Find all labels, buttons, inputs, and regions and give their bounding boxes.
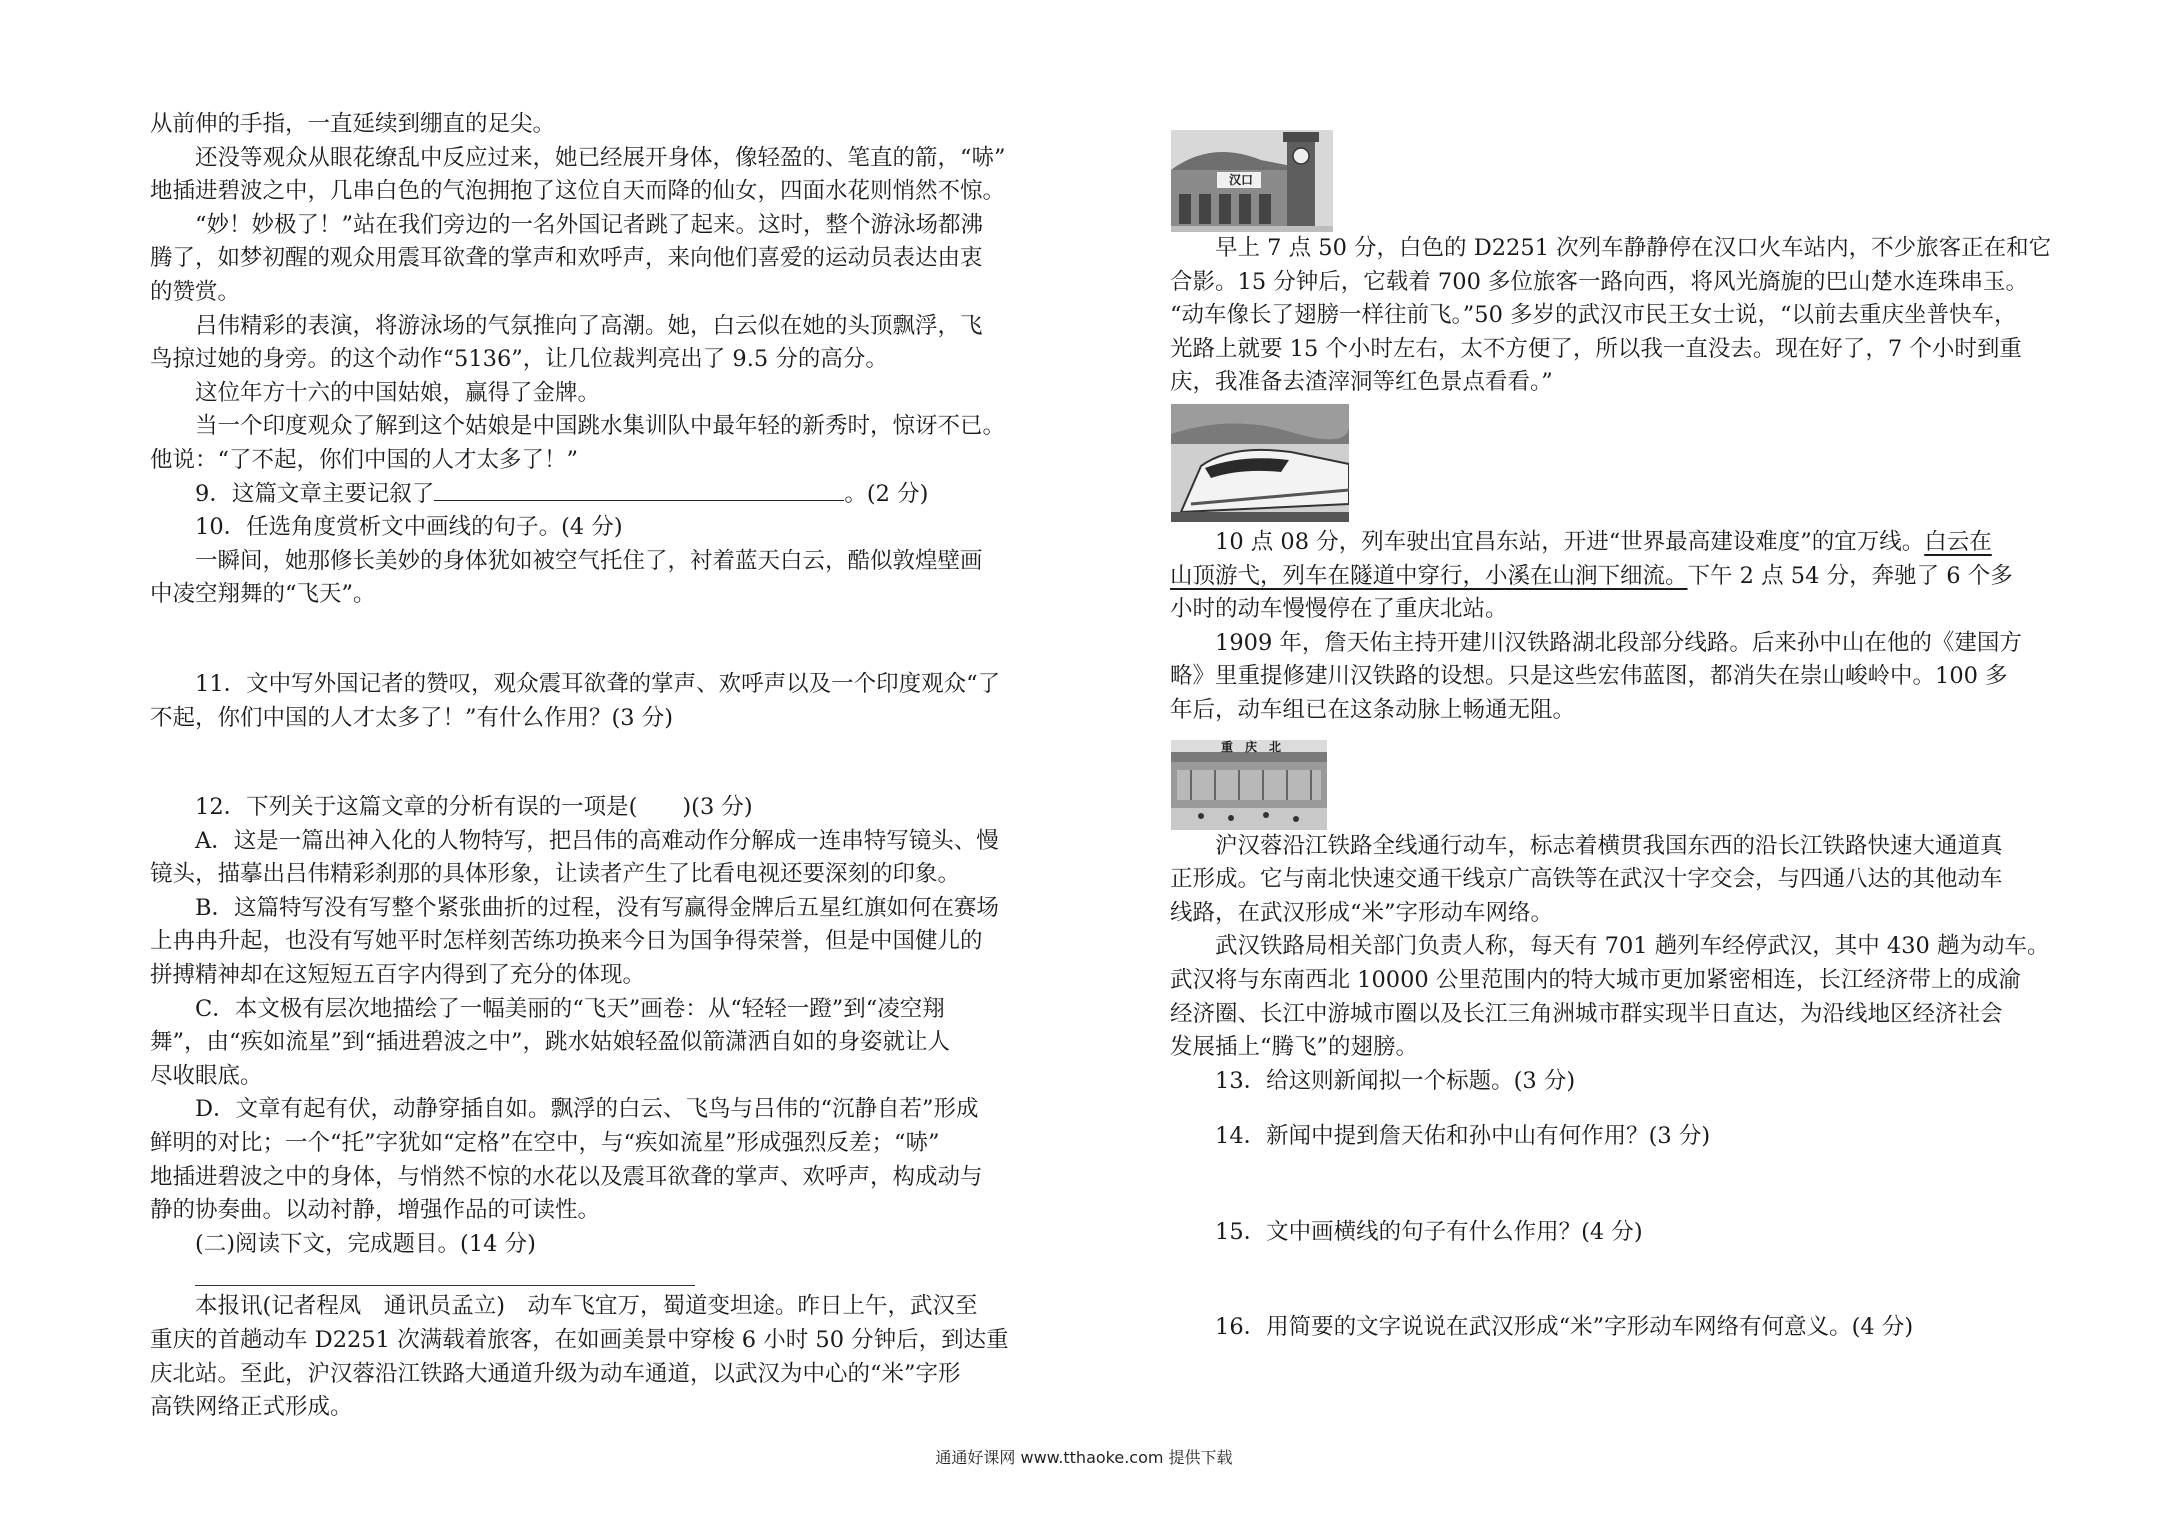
station-sign: 汉口 <box>1228 173 1253 187</box>
text-line: 这位年方十六的中国姑娘，赢得了金牌。 <box>195 379 601 406</box>
question-9-prefix: 9．这篇文章主要记叙了 <box>195 480 435 507</box>
answer-space <box>150 735 1096 791</box>
bullet-train-photo <box>1171 404 1349 522</box>
left-column <box>150 108 1096 1425</box>
news-intro-line: 本报讯(记者程凤 通讯员孟立) 动车飞宜万，蜀道变坦途。昨日上午，武汉至 <box>195 1293 978 1320</box>
question-16: 16．用简要的文字说说在武汉形成“米”字形动车网络有何意义。(4 分) <box>1215 1314 1914 1341</box>
text-line: 武汉铁路局相关部门负责人称，每天有 701 趟列车经停武汉，其中 430 趟为动车。 <box>1215 933 2050 960</box>
question-11: 不起，你们中国的人才太多了！”有什么作用？(3 分) <box>150 704 674 731</box>
text-line: 经济圈、长江中游城市圈以及长江三角洲城市群实现半日直达，为沿线地区经济社会 <box>1170 1000 2003 1027</box>
question-15: 15．文中画横线的句子有什么作用？(4 分) <box>1215 1218 1643 1245</box>
text-line: 庆，我准备去渣滓洞等红色景点看看。” <box>1170 369 1553 396</box>
text-line: 略》里重提修建川汉铁路的设想。只是这些宏伟蓝图，都消失在崇山峻岭中。100 多 <box>1170 663 2008 690</box>
text-line: 1909 年，詹天佑主持开建川汉铁路湖北段部分线路。后来孙中山在他的《建国方 <box>1215 629 2022 656</box>
text-line: “妙！妙极了！”站在我们旁边的一名外国记者跳了起来。这时，整个游泳场都沸 <box>195 211 984 238</box>
option-d: 地插进碧波之中的身体，与悄然不惊的水花以及震耳欲聋的掌声、欢呼声，构成动与 <box>150 1163 983 1190</box>
question-9-suffix: 。(2 分) <box>844 480 929 507</box>
text-line: 吕伟精彩的表演，将游泳场的气氛推向了高潮。她，白云似在她的头顶飘浮，飞 <box>195 312 983 339</box>
quoted-line: 一瞬间，她那修长美妙的身体犹如被空气托住了，衬着蓝天白云，酷似敦煌壁画 <box>195 547 983 574</box>
quoted-line: 中凌空翔舞的“飞天”。 <box>150 581 376 608</box>
option-c: 舞”，由“疾如流星”到“插进碧波之中”，跳水姑娘轻盈似箭潇洒自如的身姿就让人 <box>150 1029 951 1056</box>
text-line: 发展插上“腾飞”的翅膀。 <box>1170 1034 1419 1061</box>
question-14: 14．新闻中提到詹天佑和孙中山有何作用？(3 分) <box>1215 1123 1711 1150</box>
underlined-sentence: 白云在 <box>1924 528 1992 555</box>
text-line <box>1170 526 2056 560</box>
text-line: 腾了，如梦初醒的观众用震耳欲聋的掌声和欢呼声，来向他们喜爱的运动员表达由衷 <box>150 245 983 272</box>
question-11: 11．文中写外国记者的赞叹，观众震耳欲聋的掌声、欢呼声以及一个印度观众“了 <box>195 670 1001 697</box>
para2-text: 下午 2 点 54 分，奔驰了 6 个多 <box>1687 562 2013 589</box>
answer-space <box>1170 1154 2056 1216</box>
option-d: 静的协奏曲。以动衬静，增强作品的可读性。 <box>150 1197 601 1224</box>
text-line: 小时的动车慢慢停在了重庆北站。 <box>1170 596 1508 623</box>
text-line: 年后，动车组已在这条动脉上畅通无阻。 <box>1170 696 1576 723</box>
station-sign: 重 庆 北 <box>1220 739 1281 754</box>
news-intro-line: 高铁网络正式形成。 <box>150 1394 353 1421</box>
text-line: 线路，在武汉形成“米”字形动车网络。 <box>1170 899 1554 926</box>
answer-space <box>150 612 1096 668</box>
option-d: 鲜明的对比；一个“托”字犹如“定格”在空中，与“疾如流星”形成强烈反差；“哧” <box>150 1130 940 1157</box>
option-d: D．文章有起有伏，动静穿插自如。飘浮的白云、飞鸟与吕伟的“沉静自若”形成 <box>195 1096 979 1123</box>
text-line: 地插进碧波之中，几串白色的气泡拥抱了这位自天而降的仙女，四面水花则悄然不惊。 <box>150 178 1006 205</box>
text-line: “动车像长了翅膀一样往前飞。”50 多岁的武汉市民王女士说，“以前去重庆坐普快车， <box>1170 302 2017 329</box>
right-column <box>1170 130 2056 1345</box>
question-10: 10．任选角度赏析文中画线的句子。(4 分) <box>195 514 623 541</box>
underlined-sentence: 山顶游弋，列车在隧道中穿行，小溪在山涧下细流。 <box>1170 562 1688 589</box>
option-a: 镜头，描摹出吕伟精彩刹那的具体形象，让读者产生了比看电视还要深刻的印象。 <box>150 861 961 888</box>
chongqing-north-station-photo <box>1171 740 1327 830</box>
option-c: 尽收眼底。 <box>150 1062 263 1089</box>
hankou-station-photo <box>1171 130 1333 232</box>
answer-blank[interactable] <box>434 478 844 501</box>
option-b: 拼搏精神却在这短短五百字内得到了充分的体现。 <box>150 962 646 989</box>
question-13: 13．给这则新闻拟一个标题。(3 分) <box>1215 1067 1576 1094</box>
text-line: 鸟掠过她的身旁。的这个动作“5136”，让几位裁判亮出了 9.5 分的高分。 <box>150 346 888 373</box>
text-line: 正形成。它与南北快速交通干线京广高铁等在武汉十字交会，与四通八达的其他动车 <box>1170 866 2003 893</box>
question-9 <box>150 478 1096 512</box>
text-line: 他说：“了不起，你们中国的人才太多了！” <box>150 446 579 473</box>
option-c: C．本文极有层次地描绘了一幅美丽的“飞天”画卷：从“轻轻一蹬”到“凌空翔 <box>195 995 945 1022</box>
text-line: 沪汉蓉沿江铁路全线通行动车，标志着横贯我国东西的沿长江铁路快速大通道真 <box>1215 832 2003 859</box>
text-line: 武汉将与东南西北 10000 公里范围内的特大城市更加紧密相连，长江经济带上的成渝 <box>1170 966 2021 993</box>
text-line: 合影。15 分钟后，它载着 700 多位旅客一路向西，将风光旖旎的巴山楚水连珠串玉。 <box>1170 268 2029 295</box>
title-blank-line[interactable] <box>195 1271 695 1286</box>
question-12: 12．下列关于这篇文章的分析有误的一项是( )(3 分) <box>195 794 753 821</box>
text-line: 的赞赏。 <box>150 278 241 305</box>
section-heading: (二)阅读下文，完成题目。(14 分) <box>195 1230 536 1257</box>
option-a: A．这是一篇出神入化的人物特写，把吕伟的高难动作分解成一连串特写镜头、慢 <box>195 827 999 854</box>
answer-space <box>1170 1249 2056 1311</box>
para2-text: 10 点 08 分，列车驶出宜昌东站，开进“世界最高建设难度”的宜万线。 <box>1215 528 1925 555</box>
text-line <box>1170 560 2056 594</box>
text-line: 还没等观众从眼花缭乱中反应过来，她已经展开身体，像轻盈的、笔直的箭，“哧” <box>195 144 1006 171</box>
text-line: 早上 7 点 50 分，白色的 D2251 次列车静静停在汉口火车站内，不少旅客正在和它 <box>1215 235 2052 261</box>
page-footer: 通通好课网 www.tthaoke.com 提供下载 <box>935 1448 1233 1467</box>
text-line: 从前伸的手指，一直延续到绷直的足尖。 <box>150 111 556 137</box>
news-intro-line: 重庆的首趟动车 D2251 次满载着旅客，在如画美景中穿梭 6 小时 50 分钟后，到达重 <box>150 1327 1009 1353</box>
news-intro-line: 庆北站。至此，沪汉蓉沿江铁路大通道升级为动车通道，以武汉为中心的“米”字形 <box>150 1360 961 1387</box>
text-line: 光路上就要 15 个小时左右，太不方便了，所以我一直没去。现在好了，7 个小时到重 <box>1170 335 2022 362</box>
answer-space <box>1170 1098 2056 1120</box>
option-b: B．这篇特写没有写整个紧张曲折的过程，没有写赢得金牌后五星红旗如何在赛场 <box>195 894 1000 921</box>
option-b: 上冉冉升起，也没有写她平时怎样刻苦练功换来今日为国争得荣誉，但是中国健儿的 <box>150 928 983 955</box>
text-line: 当一个印度观众了解到这个姑娘是中国跳水集训队中最年轻的新秀时，惊讶不已。 <box>195 413 1006 440</box>
